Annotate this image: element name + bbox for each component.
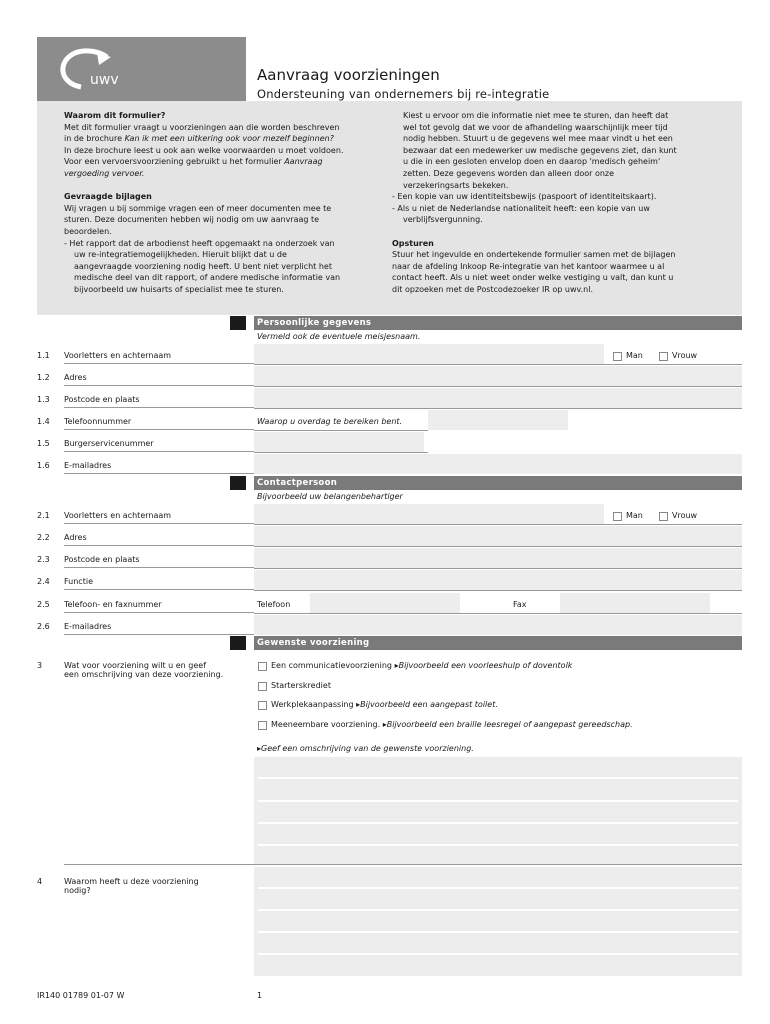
- row-number: 1.2: [37, 373, 50, 382]
- contact-name-input[interactable]: [254, 504, 604, 524]
- intro-bullet: uw re-integratiemogelijkheden. Hieruit blijkt dat u de: [74, 250, 287, 260]
- divider: [258, 931, 738, 933]
- row-label: Telefoonnummer: [64, 417, 132, 426]
- row-label: Voorletters en achternaam: [64, 511, 172, 520]
- man-checkbox[interactable]: [613, 352, 622, 361]
- row-number: 2.2: [37, 533, 50, 542]
- intro-text: dit opzoeken met de Postcodezoeker IR op uwv.nl.: [392, 284, 594, 294]
- row-label: E-mailadres: [64, 622, 112, 631]
- man-label: Man: [626, 511, 643, 520]
- uwv-logo-icon: [37, 37, 246, 101]
- intro-heading-why: Waarom dit formulier?: [64, 111, 166, 120]
- row-number: 1.1: [37, 351, 50, 360]
- intro-right-column: [392, 110, 737, 296]
- divider: [64, 407, 254, 408]
- row-number: 2.5: [37, 600, 50, 609]
- description-textarea[interactable]: [254, 757, 742, 864]
- intro-text: Stuur het ingevulde en ondertekende formulier samen met de bijlagen: [392, 250, 676, 260]
- postcode-input[interactable]: [254, 388, 742, 408]
- row-number: 1.5: [37, 439, 50, 448]
- row-label: Adres: [64, 373, 87, 382]
- section-marker: [230, 316, 246, 330]
- section-note: Bijvoorbeeld uw belangenbehartiger: [257, 492, 403, 501]
- row-label: Voorletters en achternaam: [64, 351, 172, 360]
- row-label: Postcode en plaats: [64, 395, 140, 404]
- intro-bullet: - Een kopie van uw identiteitsbewijs (paspoort of identiteitskaart).: [392, 192, 657, 202]
- intro-text: Kiest u ervoor om die informatie niet mee te sturen, dan heeft dat: [403, 111, 669, 120]
- intro-text: bezwaar dat een medewerker uw medische gegevens ziet, dan kunt: [403, 145, 677, 155]
- divider: [254, 430, 428, 431]
- contact-function-input[interactable]: [254, 570, 742, 590]
- communication-checkbox[interactable]: [258, 662, 267, 671]
- intro-text: Voor een vervoersvoorziening gebruikt u het formulier Aanvraag: [64, 157, 323, 167]
- phone-hint: Waarop u overdag te bereiken bent.: [257, 417, 403, 426]
- intro-text: Met dit formulier vraagt u voorzieningen aan die worden beschreven: [64, 122, 340, 132]
- intro-bullet: verblijfsvergunning.: [403, 215, 483, 225]
- divider: [64, 523, 254, 524]
- option-label: Werkplekaanpassing ▸Bijvoorbeeld een aangepast toilet.: [271, 700, 498, 709]
- row-number: 3: [37, 661, 43, 670]
- bsn-input[interactable]: [254, 432, 424, 452]
- divider: [254, 590, 742, 591]
- divider: [254, 408, 742, 409]
- option-label: Een communicatievoorziening ▸Bijvoorbeeld een voorleeshulp of doventolk: [271, 661, 573, 670]
- divider: [64, 429, 254, 430]
- divider: [258, 909, 738, 911]
- intro-text: naar de afdeling Inkoop Re-integratie van het kantoor waarmee u al: [392, 261, 665, 271]
- vrouw-label: Vrouw: [672, 511, 698, 520]
- row-number: 1.6: [37, 461, 50, 470]
- row-label: Wat voor voorziening wilt u en geef een omschrijving van deze voorziening.: [64, 661, 224, 679]
- intro-text: nodig hebben. Stuurt u de gegevens wel mee maar vindt u het een: [403, 134, 673, 144]
- name-input[interactable]: [254, 344, 604, 364]
- divider: [254, 546, 742, 547]
- intro-left-column: [64, 110, 394, 296]
- intro-text: u die in een gesloten envelop doen en daarop 'medisch geheim': [403, 157, 661, 167]
- divider: [64, 451, 254, 452]
- form-code: IR140 01789 01-07 W: [37, 991, 125, 1000]
- reason-textarea[interactable]: [254, 867, 742, 976]
- intro-text: zetten. Deze gegevens worden dan alleen door onze: [403, 168, 615, 178]
- page-title: Aanvraag voorzieningen: [257, 66, 440, 84]
- option-label: Meeneembare voorziening. ▸Bijvoorbeeld een braille leesregel of aangepast gereedschap.: [271, 720, 633, 729]
- section-header-contact: Contactpersoon: [254, 476, 742, 490]
- row-label: Adres: [64, 533, 87, 542]
- intro-text: Wij vragen u bij sommige vragen een of meer documenten mee te: [64, 203, 332, 213]
- row-number: 2.3: [37, 555, 50, 564]
- row-label: Telefoon- en faxnummer: [64, 600, 162, 609]
- row-label: Waarom heeft u deze voorziening nodig?: [64, 877, 199, 895]
- intro-text: beoordelen.: [64, 226, 112, 236]
- divider: [258, 777, 738, 779]
- option-label: Starterskrediet: [271, 681, 331, 690]
- section-header-personal: Persoonlijke gegevens: [254, 316, 742, 330]
- telefoon-label: Telefoon: [257, 600, 291, 609]
- intro-bullet: - Het rapport dat de arbodienst heeft opgemaakt na onderzoek van: [64, 238, 335, 248]
- vrouw-checkbox[interactable]: [659, 352, 668, 361]
- row-label: Postcode en plaats: [64, 555, 140, 564]
- intro-text: In deze brochure leest u ook aan welke voorwaarden u moet voldoen.: [64, 145, 344, 155]
- intro-heading-attachments: Gevraagde bijlagen: [64, 192, 152, 202]
- row-label: Functie: [64, 577, 93, 586]
- row-number: 2.1: [37, 511, 50, 520]
- page-number: 1: [257, 991, 263, 1000]
- intro-text: contact heeft. Als u niet weet onder welke vestiging u valt, dan kunt u: [392, 273, 674, 283]
- divider: [254, 452, 428, 453]
- section-marker: [230, 476, 246, 490]
- contact-email-input[interactable]: [254, 615, 742, 635]
- vrouw-label: Vrouw: [672, 351, 698, 360]
- intro-text: vergoeding vervoer.: [64, 168, 145, 178]
- intro-heading-send: Opsturen: [392, 238, 434, 248]
- contact-postcode-input[interactable]: [254, 548, 742, 568]
- divider: [254, 568, 742, 569]
- divider: [254, 524, 742, 525]
- phone-input[interactable]: [428, 410, 568, 430]
- fax-label: Fax: [513, 600, 527, 609]
- divider: [258, 953, 738, 955]
- email-input[interactable]: [254, 454, 742, 474]
- intro-bullet: - Als u niet de Nederlandse nationaliteit heeft: een kopie van uw: [392, 203, 650, 213]
- portable-checkbox[interactable]: [258, 721, 267, 730]
- intro-text: wel tot gevolg dat we voor de afhandeling waarschijnlijk meer tijd: [403, 122, 668, 132]
- intro-bullet: bijvoorbeeld uw huisarts of specialist mee te sturen.: [74, 284, 284, 294]
- row-number: 2.6: [37, 622, 50, 631]
- intro-bullet: medische deel van dit rapport, of andere medische informatie van: [74, 273, 341, 283]
- divider: [64, 612, 254, 613]
- contact-address-input[interactable]: [254, 526, 742, 546]
- divider: [64, 634, 254, 635]
- row-number: 4: [37, 877, 43, 886]
- divider: [254, 364, 742, 365]
- svg-text:uwv: uwv: [90, 72, 119, 88]
- divider: [64, 567, 254, 568]
- divider: [64, 363, 254, 364]
- page-subtitle: Ondersteuning van ondernemers bij re-integratie: [257, 87, 550, 101]
- section-note: Vermeld ook de eventuele meisjesnaam.: [257, 332, 421, 341]
- address-input[interactable]: [254, 366, 742, 386]
- divider: [64, 589, 254, 590]
- describe-label: ▸Geef een omschrijving van de gewenste voorziening.: [257, 744, 474, 753]
- divider: [64, 864, 742, 865]
- row-number: 2.4: [37, 577, 50, 586]
- intro-text: sturen. Deze documenten hebben wij nodig om uw aanvraag te: [64, 215, 320, 225]
- starterskrediet-checkbox[interactable]: [258, 682, 267, 691]
- divider: [254, 386, 742, 387]
- divider: [64, 545, 254, 546]
- intro-panel: [37, 101, 742, 315]
- row-number: 1.4: [37, 417, 50, 426]
- section-header-provision: Gewenste voorziening: [254, 636, 742, 650]
- divider: [254, 613, 742, 614]
- intro-text: verzekeringsarts bekeken.: [403, 180, 509, 190]
- man-label: Man: [626, 351, 643, 360]
- contact-phone-input[interactable]: [310, 593, 460, 613]
- logo-box: [37, 37, 246, 101]
- intro-bullet: aangevraagde voorziening nodig heeft. U bent niet verplicht het: [74, 261, 332, 271]
- contact-man-checkbox[interactable]: [613, 512, 622, 521]
- contact-vrouw-checkbox[interactable]: [659, 512, 668, 521]
- intro-text: in de brochure Kan ik met een uitkering ook voor mezelf beginnen?: [64, 134, 334, 144]
- divider: [258, 844, 738, 846]
- divider: [258, 822, 738, 824]
- divider: [64, 385, 254, 386]
- row-label: E-mailadres: [64, 461, 112, 470]
- section-marker: [230, 636, 246, 650]
- contact-fax-input[interactable]: [560, 593, 710, 613]
- row-number: 1.3: [37, 395, 50, 404]
- divider: [258, 887, 738, 889]
- divider: [64, 473, 254, 474]
- divider: [258, 800, 738, 802]
- workplace-checkbox[interactable]: [258, 701, 267, 710]
- row-label: Burgerservicenummer: [64, 439, 154, 448]
